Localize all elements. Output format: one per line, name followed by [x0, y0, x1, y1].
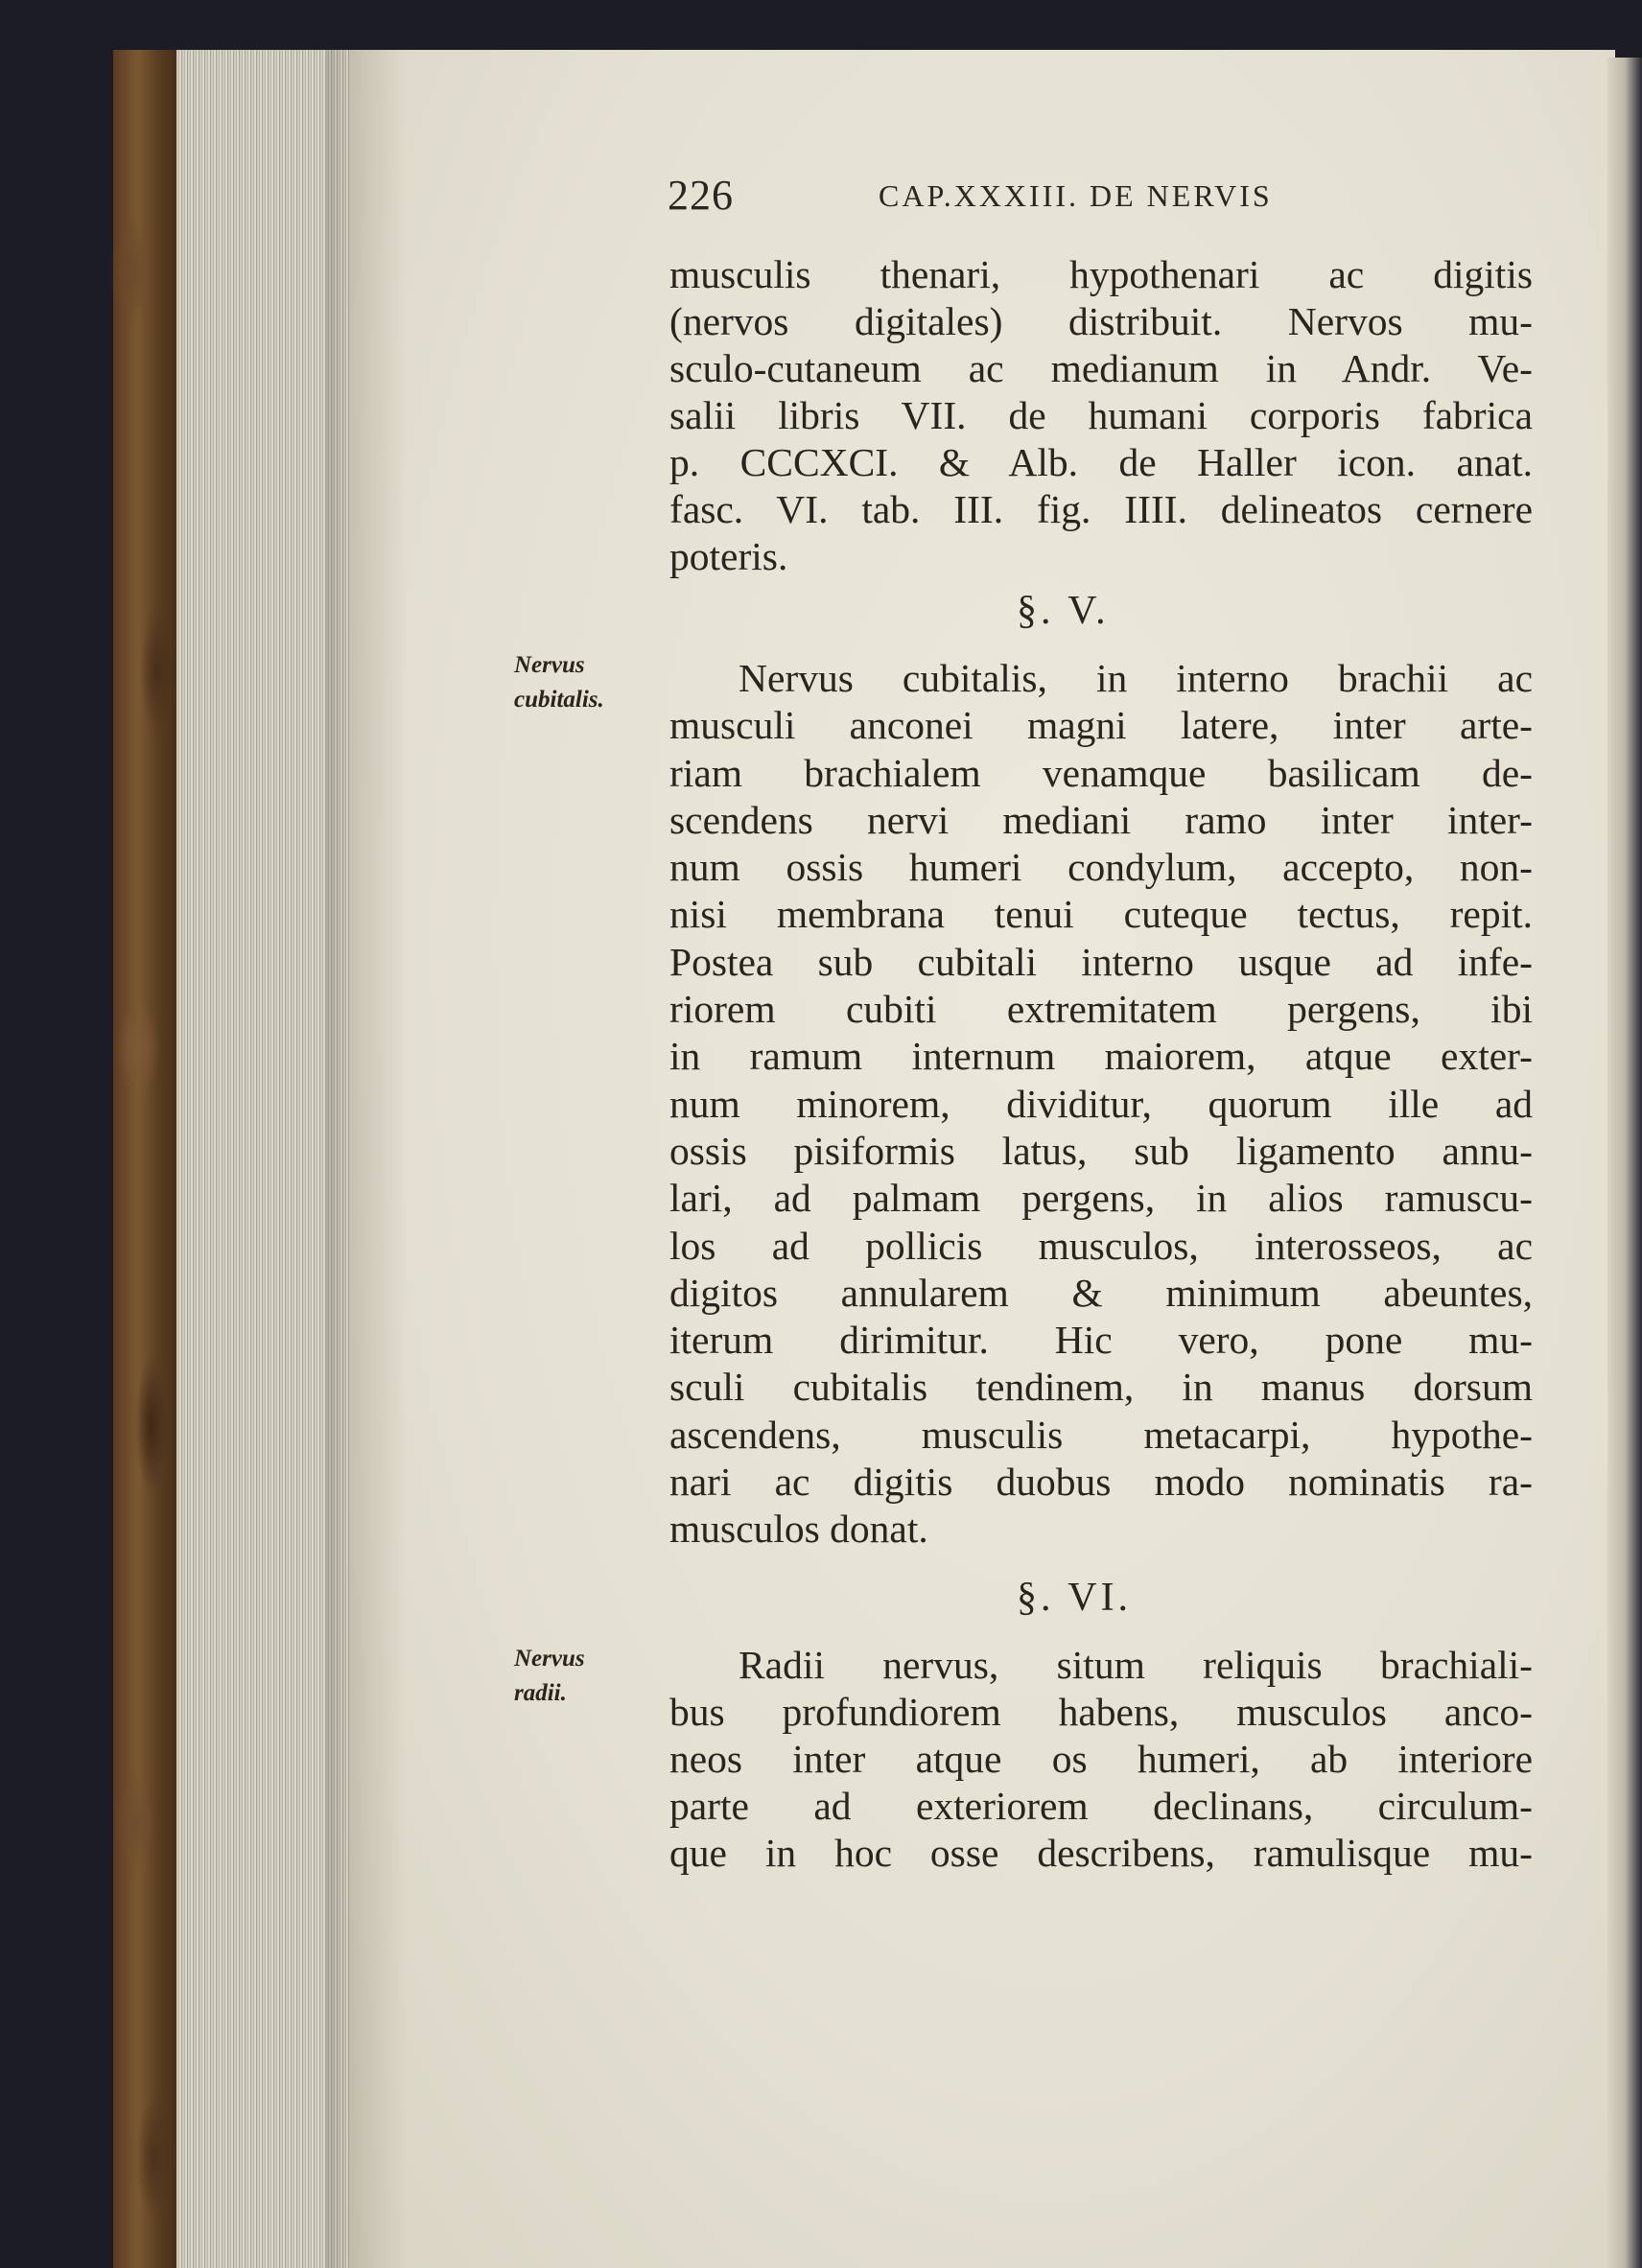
text-line: Postea sub cubitali interno usque ad infe- — [669, 939, 1533, 984]
page-number: 226 — [668, 172, 734, 219]
marginal-note-line: Nervus — [514, 652, 585, 678]
running-title: CAP.XXXIII. DE NERVIS — [879, 178, 1273, 213]
text-line: nisi membrana tenui cuteque tectus, repit. — [669, 892, 1533, 937]
marginal-note-line: cubitalis. — [514, 687, 604, 713]
text-line: neos inter atque os humeri, ab interiore — [669, 1737, 1533, 1781]
running-head — [668, 171, 1531, 228]
text-line: poteris. — [669, 534, 788, 578]
text-line: riam brachialem venamque basilicam de- — [669, 750, 1533, 795]
text-line: riorem cubiti extremitatem pergens, ibi — [669, 987, 1533, 1032]
text-line: num ossis humeri condylum, accepto, non- — [669, 845, 1533, 890]
text-line: sculo-cutaneum ac medianum in Andr. Ve- — [669, 346, 1533, 390]
text-line: Radii nervus, situm reliquis brachiali- — [739, 1643, 1533, 1687]
text-line: que in hoc osse describens, ramulisque mu- — [669, 1831, 1533, 1875]
text-line: parte ad exteriorem declinans, circulum- — [669, 1784, 1533, 1828]
section-heading-vi: §. VI. — [1017, 1576, 1133, 1620]
marginal-note-line: radii. — [514, 1680, 567, 1706]
text-line: iterum dirimitur. Hic vero, pone mu- — [669, 1318, 1533, 1363]
text-line: num minorem, dividitur, quorum ille ad — [669, 1081, 1533, 1126]
text-line: ossis pisiformis latus, sub ligamento annu- — [669, 1128, 1533, 1173]
text-line: digitos annularem & minimum abeuntes, — [669, 1270, 1533, 1315]
text-line: (nervos digitales) distribuit. Nervos mu- — [669, 299, 1533, 343]
marbled-cover-edge — [113, 50, 176, 2268]
text-line: scendens nervi mediani ramo inter inter- — [669, 797, 1533, 842]
text-line: ascendens, musculis metacarpi, hypothe- — [669, 1412, 1533, 1457]
text-line: sculi cubitalis tendinem, in manus dorsum — [669, 1365, 1533, 1410]
text-line: musculis thenari, hypothenari ac digitis — [669, 252, 1533, 296]
marginal-note-nervus-cubitalis — [514, 648, 658, 717]
page-right-edge — [1607, 58, 1642, 2268]
gutter-shade — [349, 50, 407, 2268]
text-line: lari, ad palmam pergens, in alios ramuscu- — [669, 1176, 1533, 1221]
marginal-note-line: Nervus — [514, 1646, 585, 1672]
paragraph-section-vi — [669, 1642, 1533, 1877]
text-line: Nervus cubitalis, in interno brachii ac — [739, 656, 1533, 700]
text-line: nari ac digitis duobus modo nominatis ra- — [669, 1460, 1533, 1505]
text-line: los ad pollicis musculos, interosseos, ac — [669, 1223, 1533, 1268]
text-line: salii libris VII. de humani corporis fabrica — [669, 393, 1533, 437]
text-line: musculos donat. — [669, 1507, 928, 1552]
text-line: in ramum internum maiorem, atque exter- — [669, 1034, 1533, 1079]
section-heading-v: §. V. — [1017, 589, 1110, 633]
paragraph-section-v — [669, 655, 1533, 1554]
paragraph-continuation — [669, 251, 1533, 580]
text-line: bus profundiorem habens, musculos anco- — [669, 1690, 1533, 1734]
marginal-note-nervus-radii — [514, 1642, 658, 1711]
text-line: musculi anconei magni latere, inter arte- — [669, 703, 1533, 748]
text-line: p. CCCXCI. & Alb. de Haller icon. anat. — [669, 440, 1533, 484]
text-line: fasc. VI. tab. III. fig. IIII. delineatos cernere — [669, 487, 1533, 531]
page-edges-stack — [176, 50, 349, 2268]
